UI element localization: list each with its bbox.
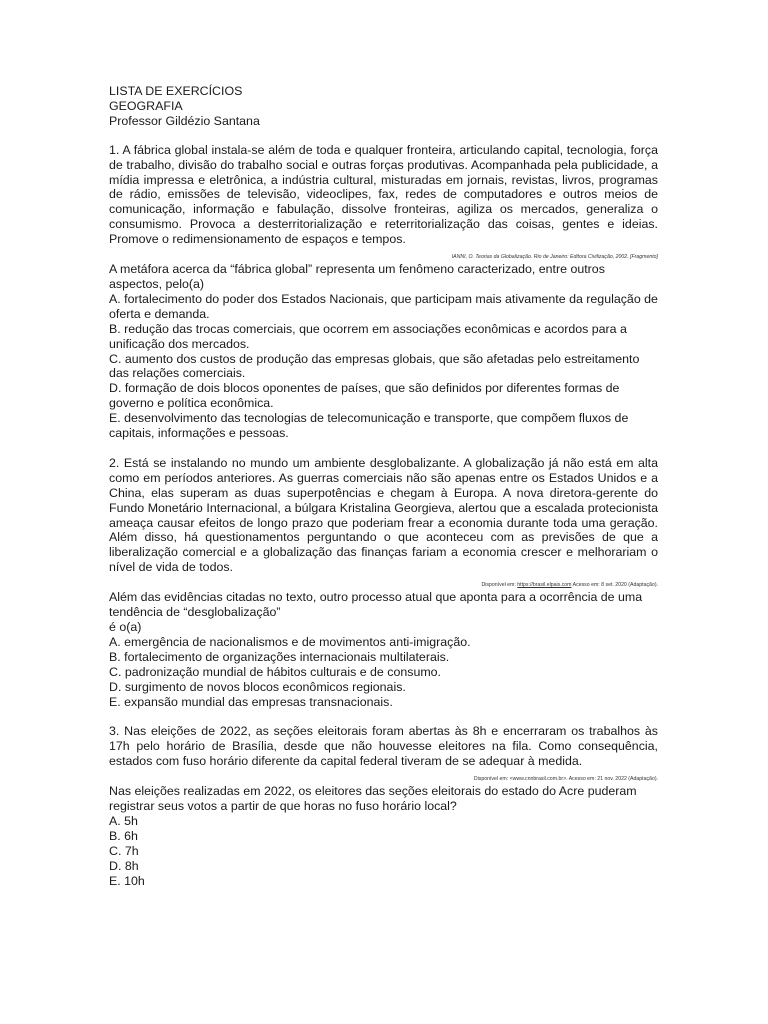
question-2 bbox=[109, 456, 658, 710]
question-2-source bbox=[109, 582, 658, 589]
question-1-option-d: D. formação de dois blocos oponentes de países, que são definidos por diferentes formas de governo e política econômica. bbox=[109, 381, 620, 411]
question-1-option-c: C. aumento dos custos de produção das empresas globais, que são afetadas pelo estreitamento das relações comerciais. bbox=[109, 351, 640, 381]
question-1-option-a: A. fortalecimento do poder dos Estados Nacionais, que participam mais ativamente da regulação de oferta e demanda. bbox=[109, 291, 658, 321]
question-3-option-e: E. 10h bbox=[109, 873, 145, 888]
question-1-source: IANNI, O. Teorias da Globalização. Rio de Janeiro: Editora Civilização, 2002. [Fragmento] bbox=[451, 254, 658, 261]
question-2-stem: Além das evidências citadas no texto, outro processo atual que aponta para a ocorrência de uma tendência de “desglobalização” bbox=[109, 590, 643, 620]
question-2-source-prefix: Disponível em: bbox=[481, 582, 518, 589]
document-header bbox=[109, 84, 658, 129]
question-2-text: 2. Está se instalando no mundo um ambiente desglobalizante. A globalização já não está em alta como em períodos anteriores. As guerras comerciais não são apenas entre os Estados Unidos e a China, elas superam as duas superpotências e chegam à Europa. A nova diretora-gerente do Fundo Monetário Internacional, a búlgara Kristalina Georgieva, alertou que a escalada protecionista ameaça causar efeitos de longo prazo que poderiam frear a economia durante toda uma geração. Além disso, há questionamentos perguntando o que aconteceu com as previsões de que a liberalização comercial e a globalização das finanças fariam a economia crescer e melhorariam o nível de vida de todos. bbox=[109, 455, 658, 575]
question-2-source-link[interactable]: https://brasil.elpais.com bbox=[517, 582, 572, 589]
question-3-source: Disponível em: <www.cnnbrasil.com.br>. Acesso em: 21 nov. 2022 (Adaptação). bbox=[473, 776, 658, 783]
question-3-option-d: D. 8h bbox=[109, 858, 139, 873]
question-1-option-e: E. desenvolvimento das tecnologias de telecomunicação e transporte, que compõem fluxos de capitais, informações e pessoas. bbox=[109, 411, 629, 441]
question-3-text: 3. Nas eleições de 2022, as seções eleitorais foram abertas às 8h e encerraram os trabalhos às 17h pelo horário de Brasília, desde que não houvesse eleitores na fila. Como consequência, estados com fuso horário diferente da capital federal tiveram de se adequar à medida. bbox=[109, 724, 658, 769]
question-1-text: 1. A fábrica global instala-se além de toda e qualquer fronteira, articulando capital, tecnologia, força de trabalho, divisão do trabalho social e outras forças produtivas. Acompanhada pela publicidade, a mídia impressa e eletrônica, a indústria cultural, misturadas em jornais, revistas, livros, programas de rádio, emissões de televisão, videoclipes, fax, redes de computadores e outros meios de comunicação, informação e fabulação, dissolve fronteiras, agiliza os mercados, generaliza o consumismo. Provoca a desterritorialização e reterritorialização das coisas, gentes e ideias. Promove o redimensionamento de espaços e tempos. bbox=[109, 142, 658, 247]
question-1-stem: A metáfora acerca da “fábrica global” representa um fenômeno caracterizado, entre outros aspectos, pelo(a) bbox=[109, 262, 605, 291]
question-2-option-b: B. fortalecimento de organizações internacionais multilaterais. bbox=[109, 649, 450, 664]
question-2-option-a: A. emergência de nacionalismos e de movimentos anti-imigração. bbox=[109, 634, 471, 649]
document-page bbox=[109, 84, 658, 904]
question-3-option-c: C. 7h bbox=[109, 843, 139, 858]
question-3-stem: Nas eleições realizadas em 2022, os eleitores das seções eleitorais do estado do Acre puderam registrar seus votos a partir de que horas no fuso horário local? bbox=[109, 784, 637, 814]
teacher-name: Professor Gildézio Santana bbox=[109, 113, 260, 128]
question-2-option-e: E. expansão mundial das empresas transnacionais. bbox=[109, 694, 393, 709]
question-2-option-c: C. padronização mundial de hábitos culturais e de consumo. bbox=[109, 664, 441, 679]
question-2-stem-end: é o(a) bbox=[109, 620, 142, 634]
question-3 bbox=[109, 724, 658, 888]
question-2-source-suffix: Acesso em: 8 set. 2020 (Adaptação). bbox=[571, 582, 658, 589]
question-3-option-a: A. 5h bbox=[109, 813, 138, 828]
subject-title: GEOGRAFIA bbox=[109, 98, 183, 113]
list-title: LISTA DE EXERCÍCIOS bbox=[109, 84, 243, 98]
question-1 bbox=[109, 143, 658, 441]
question-1-option-b: B. redução das trocas comerciais, que ocorrem em associações econômicas e acordos para a unificação dos mercados. bbox=[109, 321, 627, 351]
question-2-option-d: D. surgimento de novos blocos econômicos regionais. bbox=[109, 679, 406, 694]
question-3-option-b: B. 6h bbox=[109, 828, 138, 843]
